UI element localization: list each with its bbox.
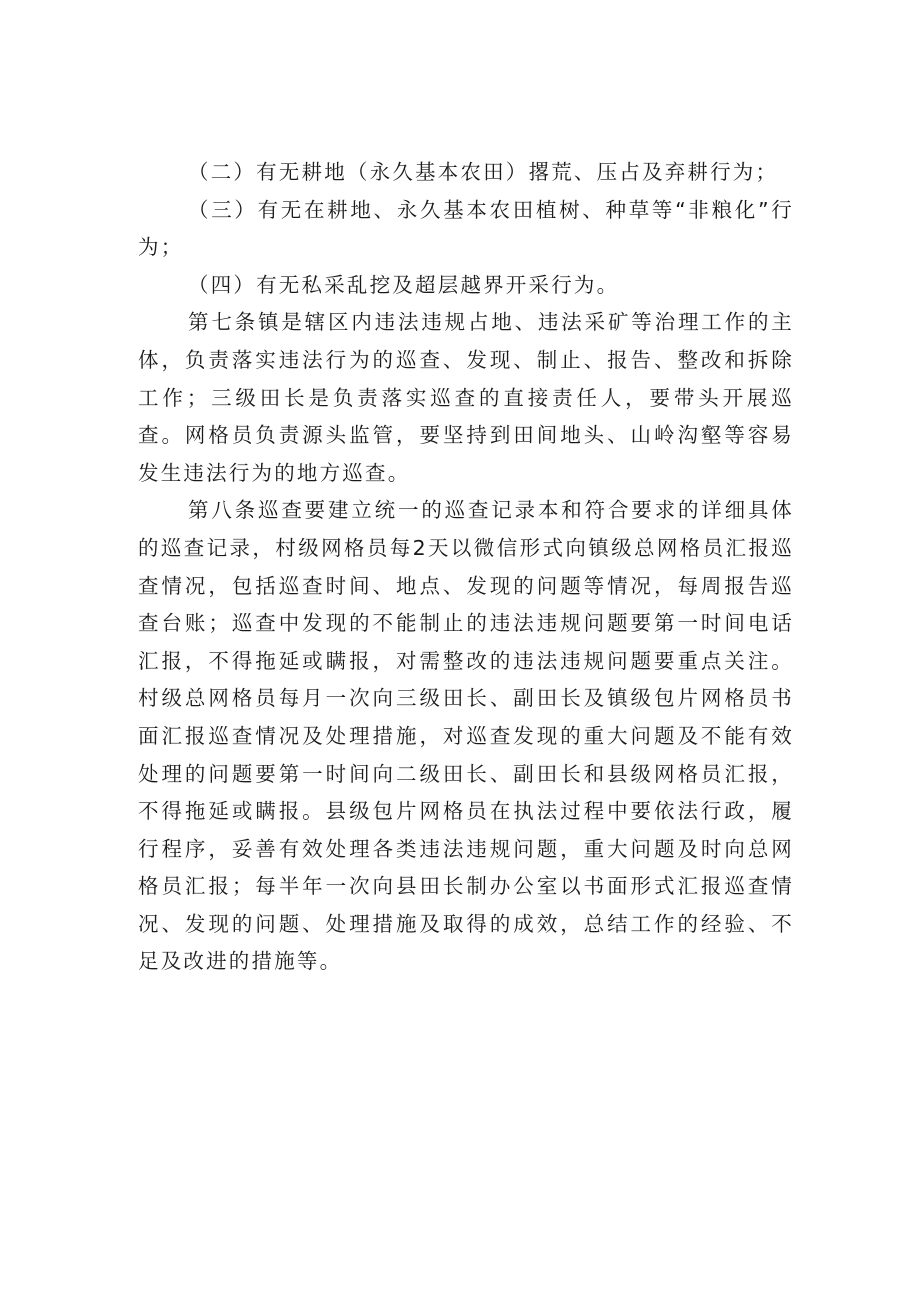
document-body [138,154,794,981]
paragraph-item-3: （三）有无在耕地、永久基本农田植树、种草等“非粮化”行为； [138,197,794,260]
paragraph-article-7: 第七条镇是辖区内违法违规占地、违法采矿等治理工作的主体，负责落实违法行为的巡查、发现、制止、报告、整改和拆除工作；三级田长是负责落实巡查的直接责任人，要带头开展巡查。网格员负责源头监管，要坚持到田间地头、山岭沟壑等容易发生违法行为的地方巡查。 [138,310,794,485]
paragraph-item-4: （四）有无私采乱挖及超层越界开采行为。 [188,272,620,297]
paragraph-item-2: （二）有无耕地（永久基本农田）撂荒、压占及弃耕行为； [188,160,779,184]
paragraph-article-8: 第八条巡查要建立统一的巡查记录本和符合要求的详细具体的巡查记录，村级网格员每2天以微信形式向镇级总网格员汇报巡查情况，包括巡查时间、地点、发现的问题等情况，每周报告巡查台账；巡查中发现的不能制止的违法违规问题要第一时间电话汇报，不得拖延或瞒报，对需整改的违法违规问题要重点关注。村级总网格员每月一次向三级田长、副田长及镇级包片网格员书面汇报巡查情况及处理措施，对巡查发现的重大问题及不能有效处理的问题要第一时间向二级田长、副田长和县级网格员汇报，不得拖延或瞒报。县级包片网格员在执法过程中要依法行政，履行程序，妥善有效处理各类违法违规问题，重大问题及时向总网格员汇报；每半年一次向县田长制办公室以书面形式汇报巡查情况、发现的问题、处理措施及取得的成效，总结工作的经验、不足及改进的措施等。 [138,498,794,974]
